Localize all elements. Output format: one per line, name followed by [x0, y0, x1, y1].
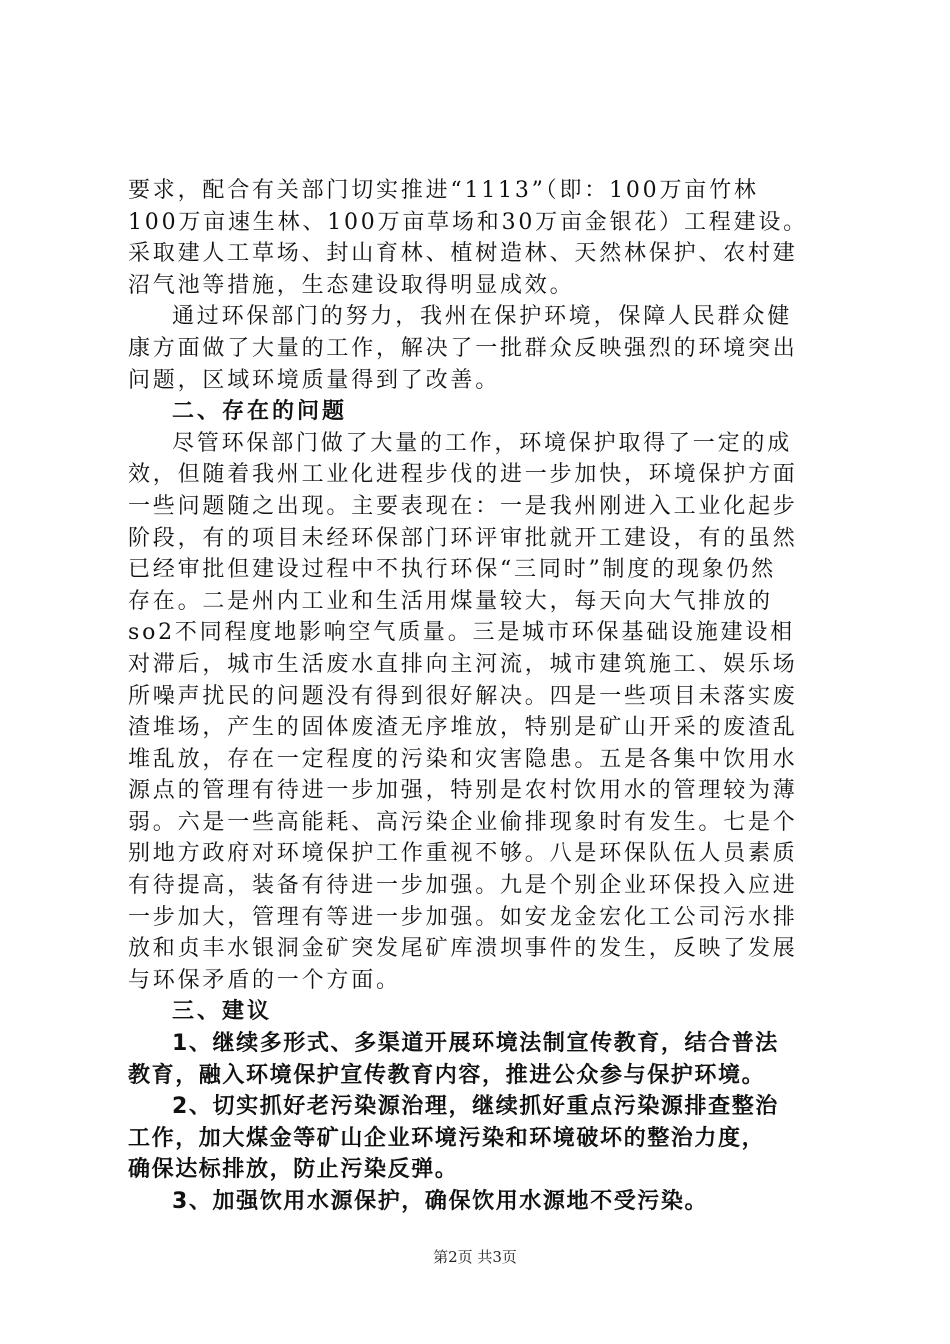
text-line: 对滞后，城市生活废水直排向主河流，城市建筑施工、娱乐场 — [128, 651, 798, 677]
text-line: so2不同程度地影响空气质量。三是城市环保基础设施建设相 — [128, 620, 795, 646]
text-line: 阶段，有的项目未经环保部门环评审批就开工建设，有的虽然 — [128, 525, 798, 551]
text-line: 效，但随着我州工业化进程步伐的进一步加快，环境保护方面 — [128, 462, 798, 488]
text-line: 沼气池等措施，生态建设取得明显成效。 — [128, 272, 575, 298]
text-line: 堆乱放，存在一定程度的污染和灾害隐患。五是各集中饮用水 — [128, 746, 798, 772]
text-line: 源点的管理有待进一步加强，特别是农村饮用水的管理较为薄 — [128, 778, 798, 804]
suggestion-item-first-line: 3、加强饮用水源保护，确保饮用水源地不受污染。 — [172, 1189, 709, 1214]
text-line: 采取建人工草场、封山育林、植树造林、天然林保护、农村建 — [128, 241, 798, 267]
text-line: 渣堆场，产生的固体废渣无序堆放，特别是矿山开采的废渣乱 — [128, 715, 798, 741]
text-line: 弱。六是一些高能耗、高污染企业偷排现象时有发生。七是个 — [128, 809, 798, 835]
text-line: 康方面做了大量的工作，解决了一批群众反映强烈的环境突出 — [128, 335, 798, 361]
suggestion-item-first-line: 2、切实抓好老污染源治理，继续抓好重点污染源排查整治 — [172, 1094, 779, 1120]
document-body — [128, 175, 832, 1218]
text-line: 已经审批但建设过程中不执行环保“三同时”制度的现象仍然 — [128, 557, 777, 583]
text-line: 一些问题随之出现。主要表现在：一是我州刚进入工业化起步 — [128, 493, 798, 519]
text-line: 工作，加大煤金等矿山企业环境污染和环境破坏的整治力度， — [128, 1125, 766, 1151]
text-line: 别地方政府对环境保护工作重视不够。八是环保队伍人员素质 — [128, 841, 798, 867]
suggestion-item-first-line: 1、继续多形式、多渠道开展环境法制宣传教育，结合普法 — [172, 1031, 779, 1057]
paragraph-first-line: 通过环保部门的努力，我州在保护环境，保障人民群众健 — [172, 304, 793, 330]
text-line: 确保达标排放，防止污染反弹。 — [128, 1157, 459, 1183]
text-line: 问题，区域环境质量得到了改善。 — [128, 367, 501, 393]
section-heading-problems: 二、存在的问题 — [172, 399, 348, 425]
text-line: 要求，配合有关部门切实推进“1113”（即：100万亩竹林 — [128, 178, 759, 203]
text-line: 教育，融入环境保护宣传教育内容，推进公众参与保护环境。 — [128, 1062, 766, 1088]
text-line: 存在。二是州内工业和生活用煤量较大，每天向大气排放的 — [128, 588, 773, 614]
text-line: 所噪声扰民的问题没有得到很好解决。四是一些项目未落实废 — [128, 683, 798, 709]
section-heading-suggestions: 三、建议 — [172, 999, 273, 1025]
paragraph-first-line: 尽管环保部门做了大量的工作，环境保护取得了一定的成 — [172, 430, 793, 456]
text-line: 放和贞丰水银洞金矿突发尾矿库溃坝事件的发生，反映了发展 — [128, 936, 798, 962]
page-footer — [0, 1246, 950, 1267]
page-number-label: 第2页 共3页 — [433, 1248, 517, 1266]
text-line: 有待提高，装备有待进一步加强。九是个别企业环保投入应进 — [128, 873, 798, 899]
text-line: 与环保矛盾的一个方面。 — [128, 967, 401, 993]
text-line: 一步加大，管理有等进一步加强。如安龙金宏化工公司污水排 — [128, 904, 798, 930]
text-line: 100万亩速生林、100万亩草场和30万亩金银花）工程建设。 — [128, 209, 808, 235]
